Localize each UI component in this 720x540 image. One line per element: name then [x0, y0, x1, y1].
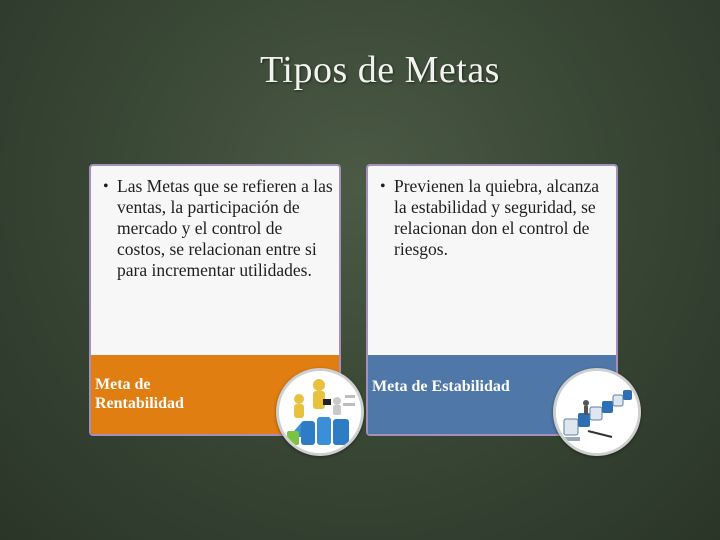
card-body: [91, 166, 339, 355]
riesgo-blocks-icon: [553, 368, 641, 456]
bullet-item: • Previenen la quiebra, alcanza la estabilidad y seguridad, se relacionan don el control de riesgos.: [394, 176, 610, 260]
card-body: [368, 166, 616, 355]
bullet-item: • Las Metas que se refieren a las ventas, la participación de mercado y el control de costos, se relacionan entre si para incrementar utilidades.: [117, 176, 333, 281]
slide-title: Tipos de Metas: [260, 49, 500, 91]
footer-label-line2: Rentabilidad: [95, 395, 184, 412]
footer-label: [95, 375, 184, 413]
footer-label: Meta de Estabilidad: [372, 378, 510, 395]
people-growth-icon: [276, 368, 364, 456]
bullet-list: [368, 166, 616, 260]
footer-label-line1: Meta de: [95, 376, 151, 393]
bullet-list: [91, 166, 339, 281]
